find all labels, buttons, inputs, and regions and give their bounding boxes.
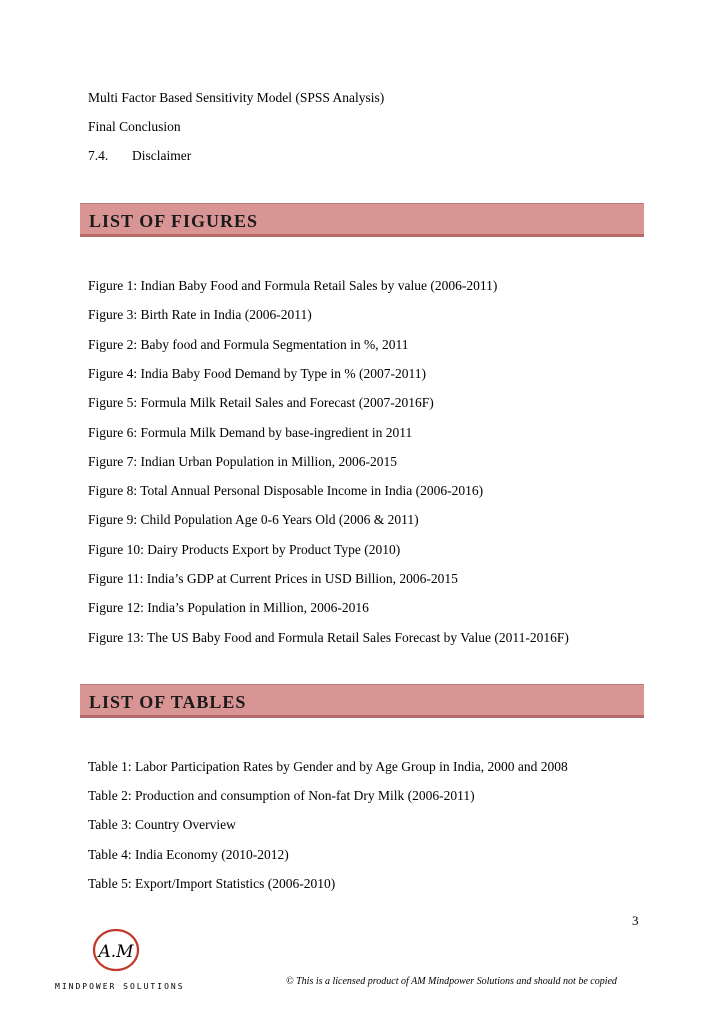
list-item[interactable]: Figure 3: Birth Rate in India (2006-2011)	[88, 307, 312, 323]
list-item[interactable]: Figure 9: Child Population Age 0-6 Years Old (2006 & 2011)	[88, 512, 419, 528]
list-item[interactable]: Table 4: India Economy (2010-2012)	[88, 846, 289, 862]
copyright-notice: © This is a licensed product of AM Mindpower Solutions and should not be copied	[286, 976, 617, 987]
list-item[interactable]: Figure 2: Baby food and Formula Segmentation in %, 2011	[88, 336, 409, 352]
figures-section-header	[80, 203, 644, 237]
list-item[interactable]: Table 1: Labor Participation Rates by Gender and by Age Group in India, 2000 and 2008	[88, 759, 568, 774]
list-item[interactable]: Figure 1: Indian Baby Food and Formula Retail Sales by value (2006-2011)	[88, 278, 498, 293]
list-item[interactable]: Figure 10: Dairy Products Export by Product Type (2010)	[88, 541, 401, 557]
list-item[interactable]: Table 2: Production and consumption of Non-fat Dry Milk (2006-2011)	[88, 788, 475, 804]
logo-company-name: MINDPOWER SOLUTIONS	[55, 982, 185, 991]
list-item[interactable]: Figure 11: India’s GDP at Current Prices in USD Billion, 2006-2015	[88, 571, 458, 586]
list-item[interactable]: Figure 12: India’s Population in Million, 2006-2016	[88, 600, 369, 616]
list-item[interactable]: Figure 5: Formula Milk Retail Sales and Forecast (2007-2016F)	[88, 395, 434, 411]
list-item[interactable]: Figure 7: Indian Urban Population in Million, 2006-2015	[88, 453, 397, 469]
toc-entry-label: Final Conclusion	[88, 119, 181, 134]
tables-section-title: LIST OF TABLES	[89, 692, 247, 712]
toc-entry-label: Disclaimer	[132, 148, 192, 163]
toc-entry[interactable]	[88, 148, 191, 164]
list-item[interactable]: Figure 6: Formula Milk Demand by base-ingredient in 2011	[88, 424, 413, 440]
page-number: 3	[632, 913, 639, 928]
toc-entry[interactable]	[88, 119, 181, 135]
toc-entry-number: 7.4.	[88, 148, 109, 163]
list-item[interactable]: Table 3: Country Overview	[88, 817, 236, 833]
toc-entry[interactable]	[88, 90, 384, 106]
logo-mark: A.M	[98, 942, 134, 962]
list-item[interactable]: Figure 4: India Baby Food Demand by Type in % (2007-2011)	[88, 365, 427, 381]
list-item[interactable]: Figure 8: Total Annual Personal Disposable Income in India (2006-2016)	[88, 483, 484, 499]
list-item[interactable]: Table 5: Export/Import Statistics (2006-2010)	[88, 875, 336, 891]
figures-section-title: LIST OF FIGURES	[89, 211, 259, 231]
tables-section-header	[80, 684, 644, 718]
list-item[interactable]: Figure 13: The US Baby Food and Formula Retail Sales Forecast by Value (2011-2016F)	[88, 629, 569, 645]
toc-entry-label: Multi Factor Based Sensitivity Model (SPSS Analysis)	[88, 90, 385, 105]
